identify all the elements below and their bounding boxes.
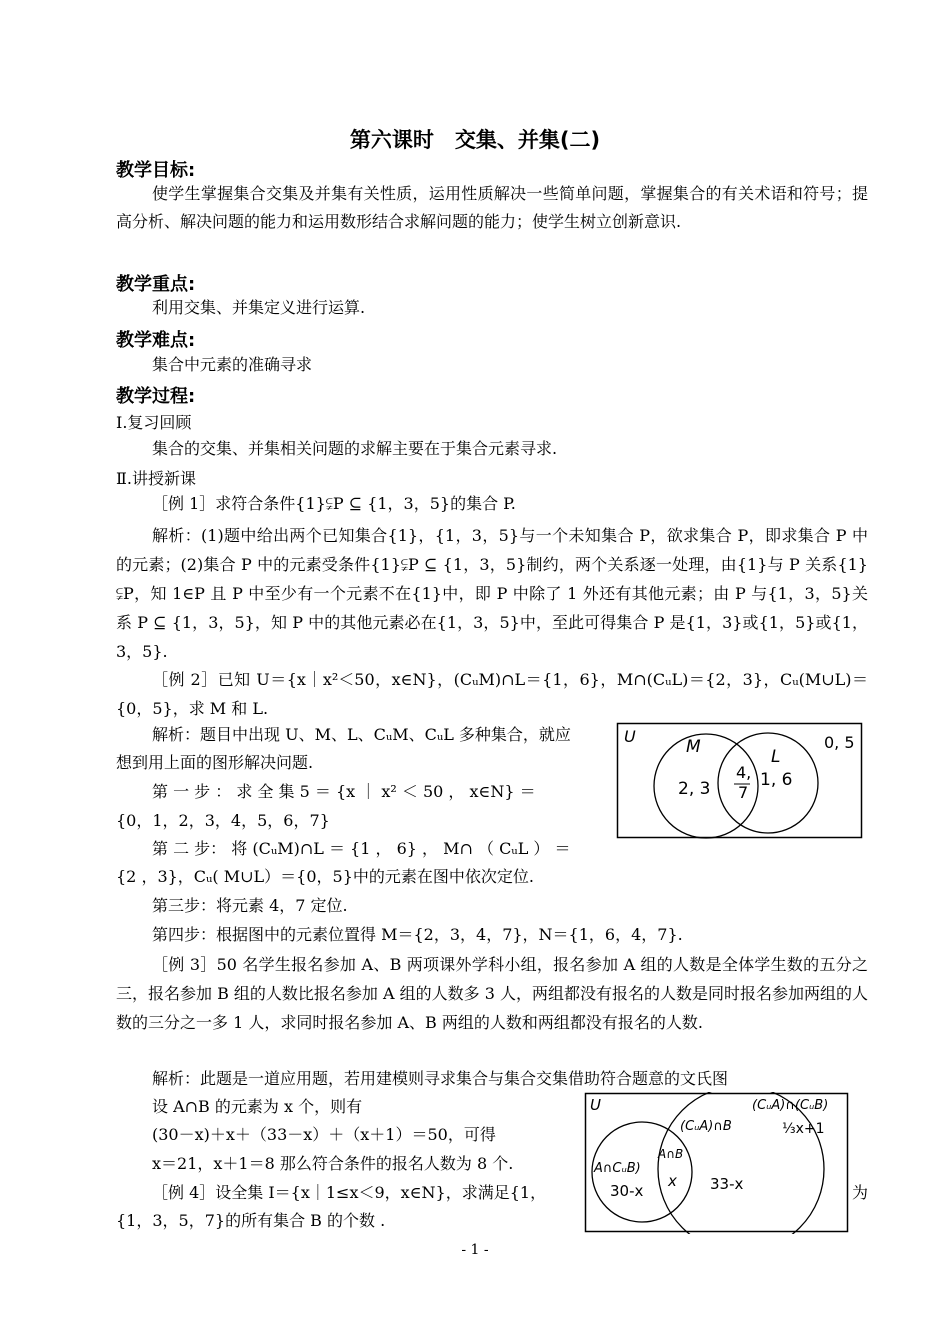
ex4-line: {1，3，5，7}的所有集合 B 的个数 . xyxy=(116,1211,386,1230)
example2-question: ［例 2］已知 U＝{x｜x²＜50，x∈N}，(CᵤM)∩L＝{1，6}，M∩(CᵤL)＝{2，3}，Cᵤ(M∪L)＝{0，5}，求 M 和 L. xyxy=(116,670,868,718)
venn1-both-top: 4, xyxy=(736,763,752,782)
venn2-a-only-label: A∩CᵤB) xyxy=(594,1161,641,1176)
ex3-line: (30－x)＋x＋（33－x）＋（x＋1）＝50，可得 xyxy=(152,1125,496,1144)
venn2-both-value: x xyxy=(668,1172,677,1190)
venn1-label-l: L xyxy=(771,747,781,767)
venn1-only-m: 2, 3 xyxy=(678,779,711,799)
venn1-both-bottom: 7 xyxy=(738,783,749,802)
section-review: Ⅰ.复习回顾 xyxy=(116,413,192,432)
key-text: 利用交集、并集定义进行运算. xyxy=(152,298,366,317)
example1-solution: 解析：(1)题中给出两个已知集合{1}，{1，3，5}与一个未知集合 P，欲求集合 P，即求集合 P 中的元素；(2)集合 P 中的元素受条件{1}⫋P ⊆ {1，3，5}制约，两个关系逐一处理，由{1}与 P 关系{1}⫋P，知 1∈P 且 P 中至少有一个元素不在{1}中，即 P 中除了 1 外还有其他元素；由 P 与{1，3，5}关系 P ⊆ {1，3，5}，知 P 中的其他元素必在{1，3，5}中，至此可得集合 P 是{1，3}或{1，5}或{1，3，5}. xyxy=(116,526,868,661)
ex2-line: 第 一 步 ： 求 全 集 5 ＝ {x ｜ x² ＜ 50 ， x∈N} ＝ xyxy=(152,782,536,801)
page-title: 第六课时 交集、并集(二) xyxy=(349,128,601,152)
heading-key: 教学重点: xyxy=(116,274,196,295)
venn2-a-only-value: 30-x xyxy=(610,1182,644,1200)
difficulty-text: 集合中元素的准确寻求 xyxy=(152,355,313,374)
venn2-outside-label: (CᵤA)∩(CᵤB) xyxy=(752,1098,829,1113)
heading-goal: 教学目标: xyxy=(116,160,196,181)
ex4-line-end: 为 xyxy=(852,1183,869,1202)
ex2-line: 想到用上面的图形解决问题. xyxy=(116,753,314,772)
example3-question: ［例 3］50 名学生报名参加 A、B 两项课外学科小组，报名参加 A 组的人数是全体学生数的五分之三，报名参加 B 组的人数比报名参加 A 组的人数多 3 人，两组都没有报名的人数是同时报名参加两组的人数的三分之一多 1 人，求同时报名参加 A、B 两组的人数和两组都没有报名的人数. xyxy=(116,955,869,1032)
venn1-label-u: U xyxy=(624,727,636,746)
venn2-b-only-label: (CᵤA)∩B xyxy=(680,1119,732,1134)
venn2-b-only-value: 33-x xyxy=(710,1175,744,1193)
heading-difficulty: 教学难点: xyxy=(116,330,196,351)
ex2-line: {0，1，2，3，4，5，6，7} xyxy=(116,811,330,830)
heading-process: 教学过程: xyxy=(116,386,196,407)
section-new: Ⅱ.讲授新课 xyxy=(116,469,196,488)
ex3-line: x＝21，x＋1＝8 那么符合条件的报名人数为 8 个. xyxy=(152,1154,514,1173)
venn1-outside: 0, 5 xyxy=(824,733,855,752)
ex2-line: 第四步：根据图中的元素位置得 M＝{2，3，4，7}，N＝{1，6，4，7}. xyxy=(152,925,683,944)
venn2-both-label: A∩B xyxy=(658,1147,684,1161)
ex3-line: 解析：此题是一道应用题，若用建模则寻求集合与集合交集借助符合题意的文氏图 xyxy=(152,1069,729,1088)
venn2-label-u: U xyxy=(590,1096,601,1114)
venn2-outside-value: ⅓x+1 xyxy=(782,1121,825,1137)
ex2-line: 第 二 步： 将 (CᵤM)∩L ＝ {1 ， 6} ， M∩ （ CᵤL ） ＝ xyxy=(152,839,571,858)
example1-question: ［例 1］求符合条件{1}⫋P ⊆ {1，3，5}的集合 P. xyxy=(152,494,516,513)
ex2-line: 第三步：将元素 4，7 定位. xyxy=(152,896,348,915)
venn-diagram-ml xyxy=(616,722,864,840)
ex2-line: 解析：题目中出现 U、M、L、CᵤM、CᵤL 多种集合，就应 xyxy=(152,725,571,744)
review-text: 集合的交集、并集相关问题的求解主要在于集合元素寻求. xyxy=(152,439,558,458)
ex4-line: ［例 4］设全集 I＝{x｜1≤x＜9，x∈N}，求满足{1， xyxy=(152,1183,547,1202)
ex3-line: 设 A∩B 的元素为 x 个，则有 xyxy=(152,1097,363,1116)
page-number: - 1 - xyxy=(461,1242,489,1258)
ex2-line: {2 ，3}，Cᵤ( M∪L）＝{0，5}中的元素在图中依次定位. xyxy=(116,867,534,886)
venn1-label-m: M xyxy=(686,737,701,757)
venn-diagram-ab xyxy=(584,1092,850,1234)
goal-text: 使学生掌握集合交集及并集有关性质，运用性质解决一些简单问题，掌握集合的有关术语和符号；提高分析、解决问题的能力和运用数形结合求解问题的能力；使学生树立创新意识. xyxy=(116,184,868,231)
venn1-only-l: 1, 6 xyxy=(760,770,793,790)
